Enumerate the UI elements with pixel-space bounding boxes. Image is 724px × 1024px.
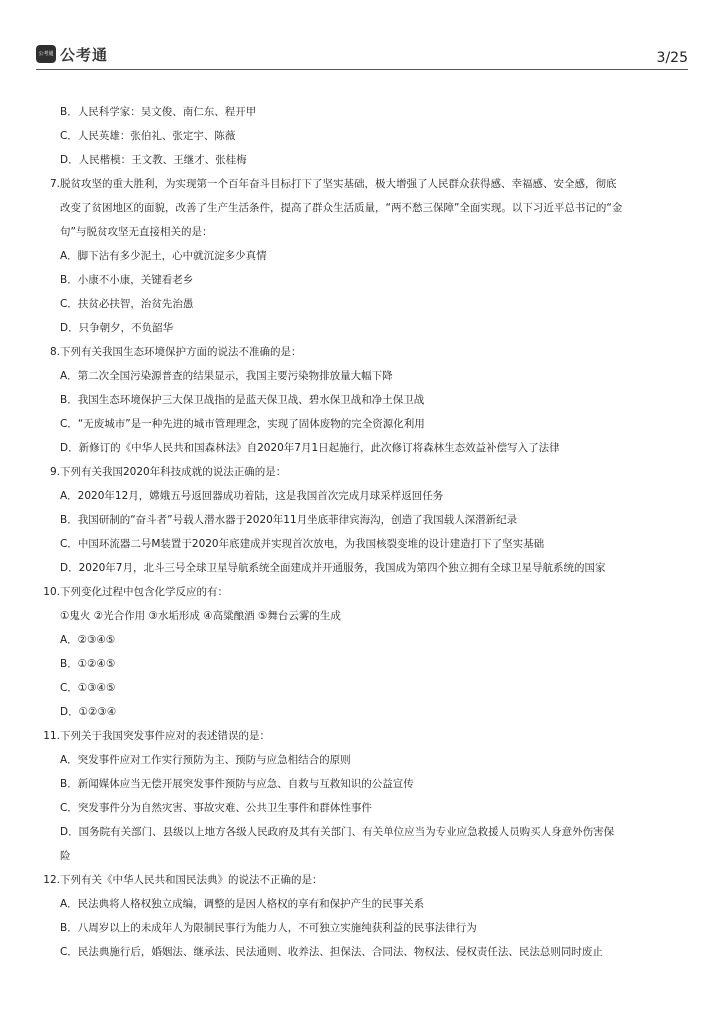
question-10-stem (36, 580, 686, 604)
option-q12-b: B．八周岁以上的未成年人为限制民事行为能力人，不可独立实施纯获利益的民事法律行为 (60, 922, 477, 934)
option-q7-a: A．脚下沾有多少泥土，心中就沉淀多少真情 (60, 250, 267, 262)
option-q11-a: A．突发事件应对工作实行预防为主、预防与应急相结合的原则 (60, 754, 351, 766)
question-text: 下列变化过程中包含化学反应的有： (60, 586, 228, 598)
option-q12-a: A．民法典将人格权独立成编，调整的是因人格权的享有和保护产生的民事关系 (60, 898, 425, 910)
question-text-continued: 句”与脱贫攻坚无直接相关的是： (60, 226, 213, 238)
option-q8-a: A．第二次全国污染源普查的结果显示，我国主要污染物排放量大幅下降 (60, 370, 393, 382)
question-number: 10. (43, 586, 60, 598)
page-header (36, 44, 688, 68)
logo-badge-icon: 公考通 (36, 45, 56, 63)
logo-text: 公考通 (60, 45, 109, 64)
option-q7-d: D．只争朝夕，不负韶华 (60, 322, 174, 334)
question-number: 7. (49, 178, 60, 190)
option-q8-d: D．新修订的《中华人民共和国森林法》自2020年7月1日起施行，此次修订将森林生态效益补偿写入了法律 (60, 442, 560, 454)
question-8-stem (36, 340, 686, 364)
option-q10-a: A．②③④⑤ (60, 634, 116, 646)
page-number: 3/25 (656, 50, 688, 66)
header-divider (36, 69, 688, 70)
option-q8-b: B．我国生态环境保护三大保卫战指的是蓝天保卫战、碧水保卫战和净土保卫战 (60, 394, 425, 406)
option-q10-b: B．①②④⑤ (60, 658, 116, 670)
question-number: 9. (49, 466, 60, 478)
question-item-list: ①鬼火 ②光合作用 ③水垢形成 ④高粱酿酒 ⑤舞台云雾的生成 (60, 610, 341, 622)
option-q10-d: D．①②③④ (60, 706, 117, 718)
question-7-stem (36, 172, 686, 196)
question-text-continued: 改变了贫困地区的面貌，改善了生产生活条件，提高了群众生活质量，“两不愁三保障”全面实现。以下习近平总书记的“金 (60, 202, 623, 214)
option-q9-d: D．2020年7月，北斗三号全球卫星导航系统全面建成并开通服务，我国成为第四个独立拥有全球卫星导航系统的国家 (60, 562, 606, 574)
option-q11-d-continued: 险 (60, 850, 71, 862)
option-q8-c: C．“无废城市”是一种先进的城市管理理念，实现了固体废物的完全资源化利用 (60, 418, 425, 430)
option-q11-d: D．国务院有关部门、县级以上地方各级人民政府及其有关部门、有关单位应当为专业应急救援人员购买人身意外伤害保 (60, 826, 615, 838)
option-q9-a: A．2020年12月，嫦娥五号返回器成功着陆，这是我国首次完成月球采样返回任务 (60, 490, 444, 502)
option-q7-c: C．扶贫必扶智，治贫先治愚 (60, 298, 194, 310)
option-q7-b: B．小康不小康，关键看老乡 (60, 274, 194, 286)
question-12-stem (36, 868, 686, 892)
option-q10-c: C．①③④⑤ (60, 682, 116, 694)
option-q11-b: B．新闻媒体应当无偿开展突发事件预防与应急、自救与互救知识的公益宣传 (60, 778, 414, 790)
question-text: 下列有关我国2020年科技成就的说法正确的是： (60, 466, 287, 478)
option-q11-c: C．突发事件分为自然灾害、事故灾难、公共卫生事件和群体性事件 (60, 802, 372, 814)
question-text: 下列关于我国突发事件应对的表述错误的是： (60, 730, 270, 742)
question-text: 下列有关《中华人民共和国民法典》的说法不正确的是： (60, 874, 323, 886)
option-q6-d: D．人民楷模：王文教、王继才、张桂梅 (60, 154, 247, 166)
option-q12-c: C．民法典施行后，婚姻法、继承法、民法通则、收养法、担保法、合同法、物权法、侵权责任法、民法总则同时废止 (60, 946, 603, 958)
question-number: 8. (49, 346, 60, 358)
option-q9-c: C．中国环流器二号M装置于2020年底建成并实现首次放电，为我国核裂变堆的设计建造打下了坚实基础 (60, 538, 545, 550)
option-q6-c: C．人民英雄：张伯礼、张定宇、陈薇 (60, 130, 236, 142)
option-q6-b: B．人民科学家：吴文俊、南仁东、程开甲 (60, 106, 257, 118)
question-text: 下列有关我国生态环境保护方面的说法不准确的是： (60, 346, 302, 358)
question-9-stem (36, 460, 686, 484)
option-q9-b: B．我国研制的“奋斗者”号载人潜水器于2020年11月坐底菲律宾海沟，创造了我国载人深潜新纪录 (60, 514, 518, 526)
brand-logo (36, 44, 108, 64)
question-number: 12. (43, 874, 60, 886)
question-11-stem (36, 724, 686, 748)
document-body (36, 100, 686, 964)
question-text: 脱贫攻坚的重大胜利，为实现第一个百年奋斗目标打下了坚实基础，极大增强了人民群众获得感、幸福感、安全感，彻底 (60, 178, 617, 190)
question-number: 11. (43, 730, 60, 742)
